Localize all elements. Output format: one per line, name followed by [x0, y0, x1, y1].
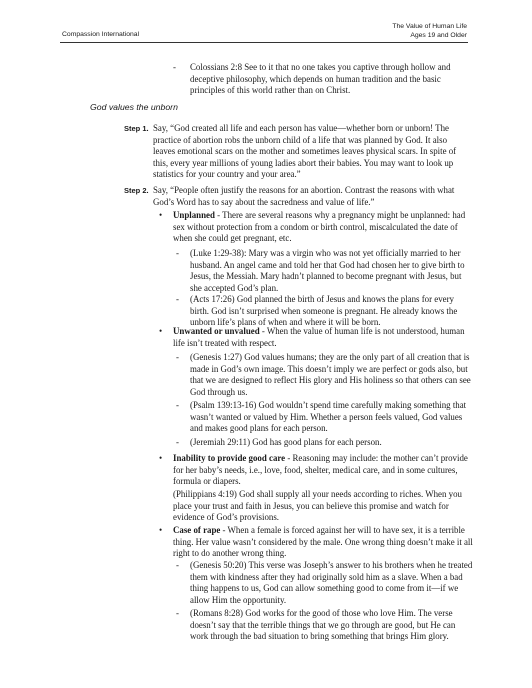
- bullet-rape-heading: Case of rape: [173, 525, 221, 535]
- unwanted-sub-1-text: (Genesis 1:27) God values humans; they are the only part of all creation that is made in God’s own image. This doesn’t imply we are perfect or gods also, but that we are designed to reflect His glory and His holiness so that others can see God through us.: [190, 352, 471, 397]
- unwanted-sub-2-dash: -: [176, 400, 179, 410]
- unplanned-sub-1-text: (Luke 1:29-38): Mary was a virgin who was not yet officially married to her husband. An angel came and told her that God had chosen her to give birth to Jesus, the Messiah. Mary hadn’t planned to become pregnant with Jesus, but she accepted God’s plan.: [190, 248, 465, 293]
- bullet-unplanned: [173, 210, 473, 245]
- unwanted-sub-3-dash: -: [176, 437, 179, 447]
- bullet-care-heading: Inability to provide good care: [173, 453, 286, 463]
- rape-sub-2-text: (Romans 8:28) God works for the good of those who love Him. The verse doesn’t say that the terrible things that we go through are good, but He can work through the bad situation to bring something that brings Him glory.: [190, 608, 456, 641]
- unplanned-sub-2-dash: -: [176, 294, 179, 304]
- rape-sub-1-dash: -: [176, 560, 179, 570]
- header-organization: Compassion International: [62, 31, 140, 38]
- bullet-unwanted-marker: •: [159, 326, 163, 336]
- bullet-unplanned-heading: Unplanned: [173, 210, 215, 220]
- header-title: [392, 22, 467, 40]
- header-title-line1: The Value of Human Life: [392, 23, 467, 30]
- rape-sub-2-dash: -: [176, 608, 179, 618]
- unplanned-sub-2-text: (Acts 17:26) God planned the birth of Jesus and knows the plans for every birth. God isn’t surprised when someone is pregnant. He already knows the unborn life’s plans of when and where it will be born.: [190, 294, 458, 327]
- header-title-line2: Ages 19 and Older: [410, 32, 467, 39]
- bullet-unwanted-heading: Unwanted or unvalued: [173, 326, 260, 336]
- intro-dash: -: [173, 62, 176, 72]
- step-1-text: Say, “God created all life and each person has value—whether born or unborn! The practice of abortion robs the unborn child of a life that was planned by God. It also leaves emotional scars on the mother and sometimes leaves physical scars. In spite of this, every year millions of young ladies abort their babies. You may want to look up statistics for your country and your area.”: [153, 123, 457, 179]
- step-1-label: Step 1.: [124, 124, 149, 133]
- bullet-care-marker: •: [159, 453, 163, 463]
- care-philippians-text: (Philippians 4:19) God shall supply all your needs according to riches. When you place your trust and faith in Jesus, you can believe this promise and watch for evidence of God’s provisions.: [173, 489, 462, 522]
- unwanted-sub-2-text: (Psalm 139:13-16) God wouldn’t spend time carefully making something that wasn’t wanted or valued by Him. Whether a person feels valued, God values and makes good plans for each person.: [190, 400, 467, 433]
- bullet-rape-marker: •: [159, 525, 163, 535]
- bullet-unwanted-text: - When the value of human life is not understood, human life isn’t treated with respect.: [173, 326, 465, 348]
- bullet-unwanted: [173, 326, 473, 349]
- bullet-rape: [173, 525, 473, 560]
- header-divider: [60, 42, 468, 43]
- bullet-unplanned-marker: •: [159, 210, 163, 220]
- bullet-rape-text: - When a female is forced against her will to have sex, it is a terrible thing. Her value wasn’t considered by the male. One wrong thing doesn’t make it all right to do another wrong thing.: [173, 525, 473, 558]
- unplanned-sub-1-dash: -: [176, 248, 179, 258]
- intro-colossians-text: Colossians 2:8 See to it that no one takes you captive through hollow and deceptive philosophy, which depends on human tradition and the basic principles of this world rather than on Christ.: [190, 62, 451, 95]
- rape-sub-1-text: (Genesis 50:20) This verse was Joseph’s answer to his brothers when he treated them with kindness after they had originally sold him as a slave. When a bad thing happens to us, God can allow something good to come from it—if we allow Him the opportunity.: [190, 560, 473, 605]
- unwanted-sub-1-dash: -: [176, 352, 179, 362]
- bullet-care: [173, 453, 473, 488]
- unwanted-sub-3-text: (Jeremiah 29:11) God has good plans for each person.: [190, 437, 382, 447]
- bullet-care-text: - Reasoning may include: the mother can’t provide for her baby’s needs, i.e., love, food, shelter, medical care, and in some cultures, formula or diapers.: [173, 453, 468, 486]
- section-title: God values the unborn: [90, 102, 178, 112]
- step-2-text: Say, “People often justify the reasons for an abortion. Contrast the reasons with what God’s Word has to say about the sacredness and value of life.”: [153, 185, 455, 207]
- step-2-label: Step 2.: [124, 186, 149, 195]
- bullet-unplanned-text: - There are several reasons why a pregnancy might be unplanned: had sex without protection from a condom or birth control, miscalculated the date of when she could get pregnant, etc.: [173, 210, 466, 243]
